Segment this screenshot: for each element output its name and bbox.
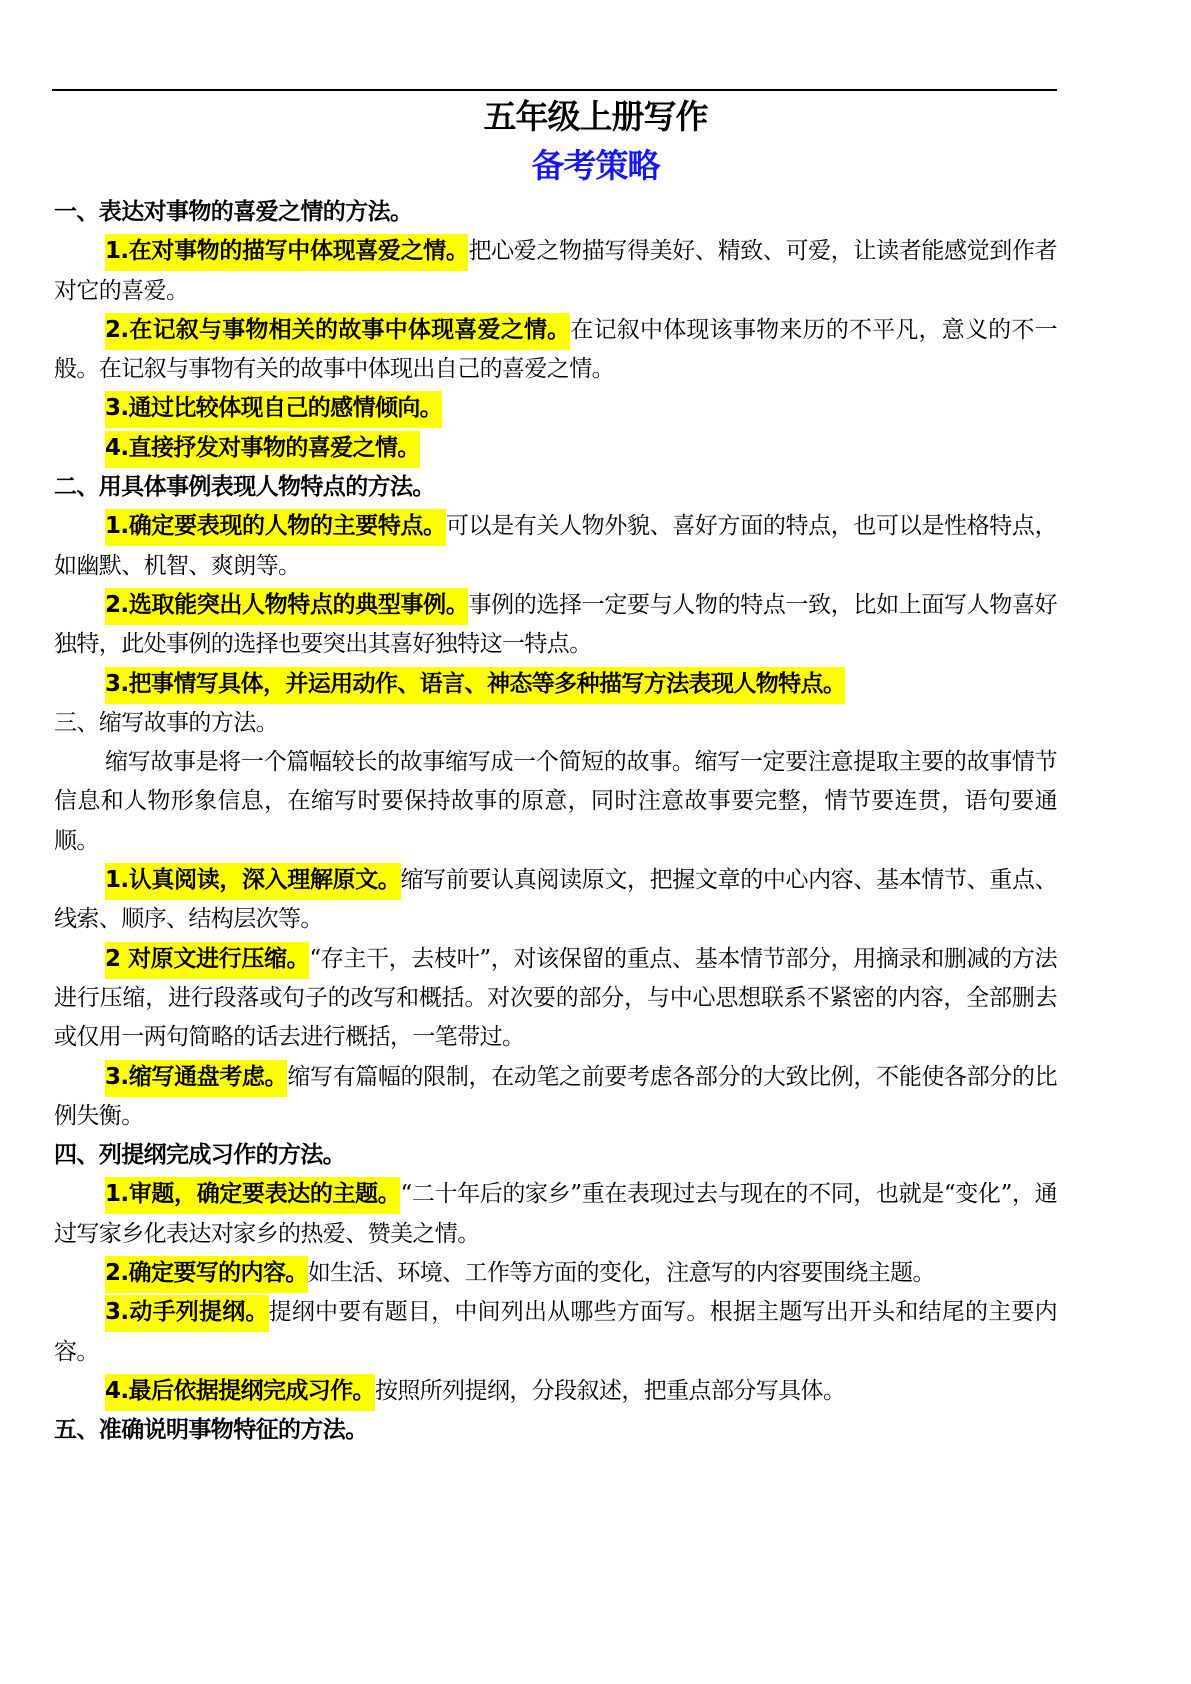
point-explanation: 缩写有篇幅的限制，在动笔之前要考虑各部分的大致比例，不能使各部分的比例失衡。 — [54, 1063, 1057, 1129]
header-rule — [52, 89, 1057, 91]
list-item — [54, 1175, 1057, 1254]
document-body — [54, 193, 1057, 1451]
document-subtitle: 备考策略 — [531, 146, 660, 185]
point-explanation: 可以是有关人物外貌、喜好方面的特点，也可以是性格特点，如幽默、机智、爽朗等。 — [54, 513, 1057, 579]
point-explanation: 事例的选择一定要与人物的特点一致，比如上面写人物喜好独特，此处事例的选择也要突出其喜好独特这一特点。 — [54, 591, 1057, 658]
section-5 — [54, 1411, 1057, 1450]
list-item — [54, 429, 1057, 468]
section-heading: 四、列提纲完成习作的方法。 — [54, 1142, 346, 1169]
highlighted-point: 3.缩写通盘考虑。 — [105, 1060, 287, 1097]
point-explanation: 提纲中要有题目，中间列出从哪些方面写。根据主题写出开头和结尾的主要内容。 — [54, 1299, 1057, 1365]
list-item — [54, 861, 1057, 940]
section-4 — [54, 1136, 1057, 1411]
section-intro: 缩写故事是将一个篇幅较长的故事缩写成一个简短的故事。缩写一定要注意提取主要的故事情节信息和人物形象信息，在缩写时要保持故事的原意，同时注意故事要完整，情节要连贯，语句要通顺。 — [54, 749, 1057, 854]
list-item — [54, 311, 1057, 390]
section-1 — [54, 193, 1057, 468]
highlighted-point: 1.在对事物的描写中体现喜爱之情。 — [105, 234, 468, 271]
list-item — [54, 940, 1057, 1058]
highlighted-point: 2 对原文进行压缩。 — [105, 942, 309, 979]
highlighted-point: 3.把事情写具体，并运用动作、语言、神态等多种描写方法表现人物特点。 — [105, 667, 845, 704]
list-item — [54, 1293, 1057, 1372]
highlighted-point: 4.最后依据提纲完成习作。 — [105, 1374, 375, 1411]
section-heading: 一、表达对事物的喜爱之情的方法。 — [54, 199, 413, 225]
section-heading: 二、用具体事例表现人物特点的方法。 — [54, 474, 435, 501]
point-explanation: 把心爱之物描写得美好、精致、可爱，让读者能感觉到作者对它的喜爱。 — [54, 238, 1057, 304]
highlighted-point: 3.动手列提纲。 — [105, 1295, 269, 1332]
highlighted-point: 3.通过比较体现自己的感情倾向。 — [105, 391, 442, 428]
point-explanation: “二十年后的家乡”重在表现过去与现在的不同，也就是“变化”，通过写家乡化表达对家乡的热爱、赞美之情。 — [54, 1181, 1058, 1247]
highlighted-point: 2.选取能突出人物特点的典型事例。 — [105, 588, 468, 625]
list-item — [54, 1254, 1057, 1293]
point-explanation: 按照所列提纲，分段叙述，把重点部分写具体。 — [374, 1377, 846, 1404]
section-3 — [54, 704, 1057, 1136]
section-2 — [54, 468, 1057, 704]
point-explanation: “存主干，去枝叶”，对该保留的重点、基本情节部分，用摘录和删减的方法进行压缩，进行段落或句子的改写和概括。对次要的部分，与中心思想联系不紧密的内容，全部删去或仅用一两句简略的话去进行概括，一笔带过。 — [54, 945, 1057, 1051]
highlighted-point: 1.审题，确定要表达的主题。 — [105, 1177, 400, 1214]
section-heading: 五、准确说明事物特征的方法。 — [54, 1417, 368, 1444]
list-item — [54, 1372, 1057, 1411]
point-explanation: 缩写前要认真阅读原文，把握文章的中心内容、基本情节、重点、线索、顺序、结构层次等。 — [54, 867, 1057, 933]
list-item — [54, 586, 1057, 665]
document-title: 五年级上册写作 — [483, 97, 708, 136]
highlighted-point: 2.在记叙与事物相关的故事中体现喜爱之情。 — [105, 313, 570, 350]
list-item — [54, 232, 1057, 311]
section-heading: 三、缩写故事的方法。 — [54, 709, 279, 736]
highlighted-point: 1.认真阅读，深入理解原文。 — [105, 863, 401, 900]
list-item — [54, 1058, 1057, 1137]
list-item — [54, 507, 1057, 586]
point-explanation: 在记叙中体现该事物来历的不平凡，意义的不一般。在记叙与事物有关的故事中体现出自己的喜爱之情。 — [54, 316, 1057, 383]
highlighted-point: 2.确定要写的内容。 — [105, 1256, 308, 1293]
list-item — [54, 389, 1057, 428]
highlighted-point: 4.直接抒发对事物的喜爱之情。 — [105, 431, 420, 468]
list-item — [54, 665, 1057, 704]
highlighted-point: 1.确定要表现的人物的主要特点。 — [105, 509, 446, 546]
point-explanation: 如生活、环境、工作等方面的变化，注意写的内容要围绕主题。 — [307, 1260, 935, 1287]
